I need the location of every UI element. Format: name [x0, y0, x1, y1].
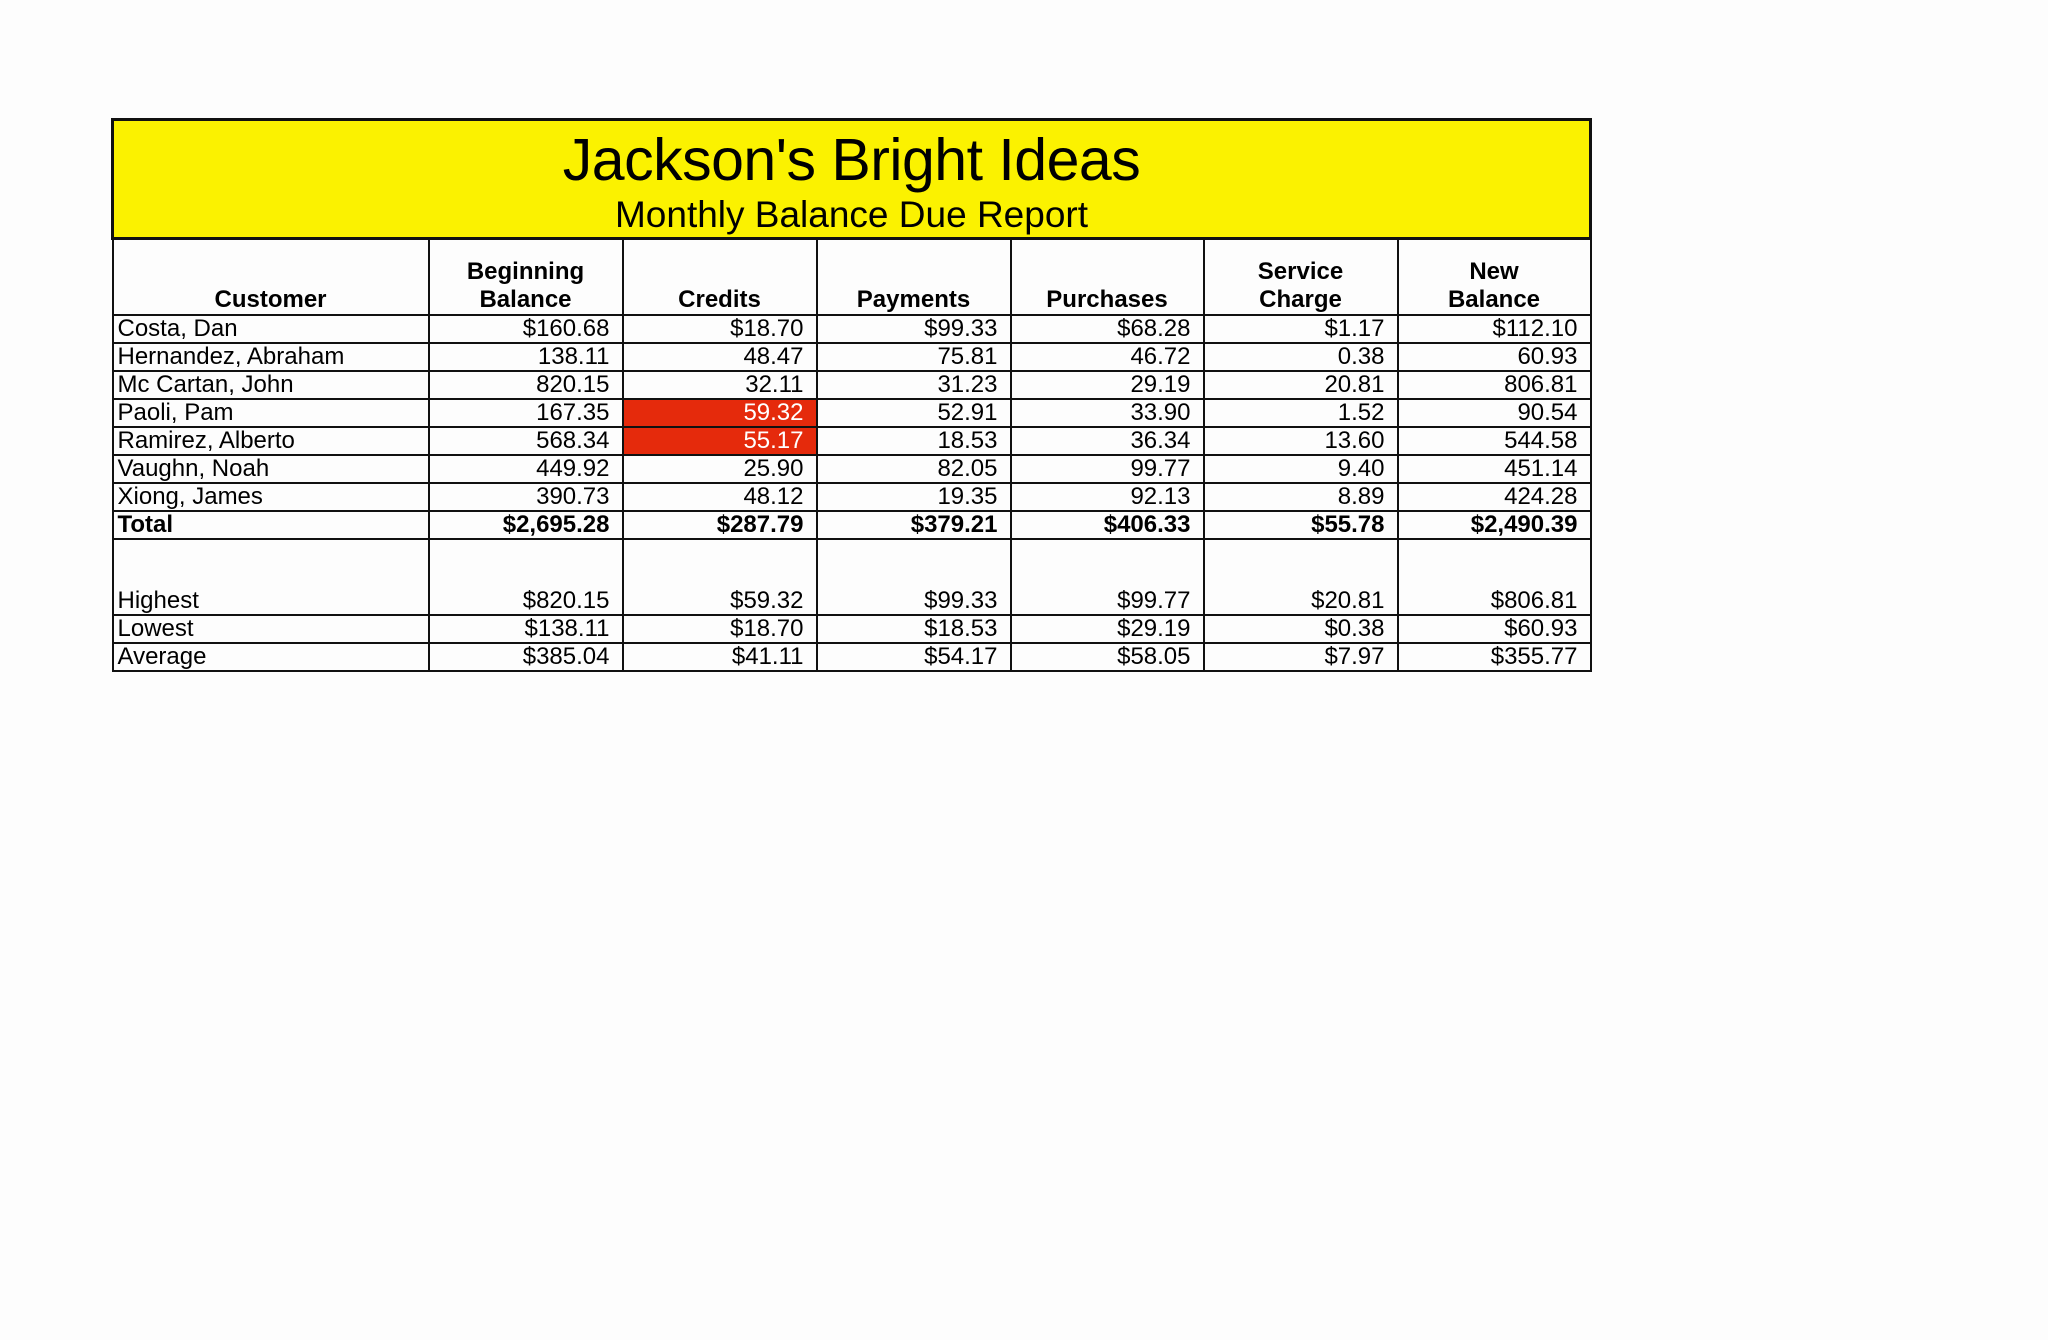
cell-purchases[interactable]: 36.34 — [1011, 427, 1204, 455]
cell-credits[interactable]: 59.32 — [623, 399, 817, 427]
cell-purchases[interactable]: 29.19 — [1011, 371, 1204, 399]
header-line: Balance — [479, 286, 572, 313]
cell-service-charge[interactable]: 8.89 — [1204, 483, 1398, 511]
header-service-charge[interactable] — [1204, 239, 1398, 316]
header-beginning-balance[interactable] — [429, 239, 623, 316]
cell-beginning-balance[interactable]: $385.04 — [429, 643, 623, 671]
cell-purchases[interactable]: 99.77 — [1011, 455, 1204, 483]
header-line: Charge — [1259, 286, 1342, 313]
cell-credits[interactable]: $18.70 — [623, 615, 817, 643]
header-line: Beginning — [466, 258, 585, 285]
cell-payments[interactable]: 82.05 — [817, 455, 1011, 483]
cell-label[interactable]: Hernandez, Abraham — [113, 343, 429, 371]
stat-row — [113, 588, 1591, 615]
header-payments[interactable]: Payments — [817, 239, 1011, 316]
cell-new-balance[interactable]: 90.54 — [1398, 399, 1591, 427]
cell-service-charge[interactable]: 0.38 — [1204, 343, 1398, 371]
cell-beginning-balance[interactable]: $160.68 — [429, 315, 623, 343]
cell-credits[interactable]: 25.90 — [623, 455, 817, 483]
cell-purchases[interactable]: $406.33 — [1011, 511, 1204, 539]
empty-cell[interactable] — [817, 539, 1011, 588]
cell-label[interactable]: Xiong, James — [113, 483, 429, 511]
cell-beginning-balance[interactable]: $820.15 — [429, 588, 623, 615]
cell-service-charge[interactable]: 9.40 — [1204, 455, 1398, 483]
cell-label[interactable]: Paoli, Pam — [113, 399, 429, 427]
cell-label[interactable]: Highest — [113, 588, 429, 615]
cell-payments[interactable]: 31.23 — [817, 371, 1011, 399]
cell-credits[interactable]: 48.47 — [623, 343, 817, 371]
cell-service-charge[interactable]: $7.97 — [1204, 643, 1398, 671]
header-line: New — [1469, 258, 1519, 285]
cell-payments[interactable]: 52.91 — [817, 399, 1011, 427]
cell-payments[interactable]: $54.17 — [817, 643, 1011, 671]
cell-credits[interactable]: $287.79 — [623, 511, 817, 539]
header-customer[interactable]: Customer — [113, 239, 429, 316]
cell-payments[interactable]: $18.53 — [817, 615, 1011, 643]
report-title: Jackson's Bright Ideas — [562, 127, 1141, 193]
cell-purchases[interactable]: $99.77 — [1011, 588, 1204, 615]
cell-service-charge[interactable]: $20.81 — [1204, 588, 1398, 615]
cell-new-balance[interactable]: 544.58 — [1398, 427, 1591, 455]
table-row — [113, 315, 1591, 343]
cell-purchases[interactable]: $58.05 — [1011, 643, 1204, 671]
total-row — [113, 511, 1591, 539]
table-row — [113, 455, 1591, 483]
empty-cell[interactable] — [1011, 539, 1204, 588]
header-line: Service — [1257, 258, 1344, 285]
cell-new-balance[interactable]: $2,490.39 — [1398, 511, 1591, 539]
header-purchases[interactable]: Purchases — [1011, 239, 1204, 316]
cell-payments[interactable]: 75.81 — [817, 343, 1011, 371]
cell-beginning-balance[interactable]: 167.35 — [429, 399, 623, 427]
cell-label[interactable]: Total — [113, 511, 429, 539]
cell-new-balance[interactable]: $355.77 — [1398, 643, 1591, 671]
cell-label[interactable]: Mc Cartan, John — [113, 371, 429, 399]
cell-purchases[interactable]: $68.28 — [1011, 315, 1204, 343]
cell-new-balance[interactable]: 806.81 — [1398, 371, 1591, 399]
cell-new-balance[interactable]: $806.81 — [1398, 588, 1591, 615]
table-row — [113, 343, 1591, 371]
cell-service-charge[interactable]: 20.81 — [1204, 371, 1398, 399]
cell-new-balance[interactable]: $112.10 — [1398, 315, 1591, 343]
header-line: Balance — [1447, 286, 1541, 313]
cell-beginning-balance[interactable]: 390.73 — [429, 483, 623, 511]
empty-cell[interactable] — [1204, 539, 1398, 588]
header-new-balance[interactable] — [1398, 239, 1591, 316]
cell-beginning-balance[interactable]: $2,695.28 — [429, 511, 623, 539]
cell-credits[interactable]: $18.70 — [623, 315, 817, 343]
cell-credits[interactable]: $41.11 — [623, 643, 817, 671]
report-subtitle: Monthly Balance Due Report — [614, 194, 1089, 235]
empty-cell[interactable] — [429, 539, 623, 588]
cell-beginning-balance[interactable]: 449.92 — [429, 455, 623, 483]
cell-new-balance[interactable]: 451.14 — [1398, 455, 1591, 483]
table-row — [113, 483, 1591, 511]
balance-report-table — [111, 118, 1592, 672]
cell-label[interactable]: Costa, Dan — [113, 315, 429, 343]
cell-label[interactable]: Average — [113, 643, 429, 671]
empty-cell[interactable] — [1398, 539, 1591, 588]
column-header-row — [113, 239, 1591, 316]
stat-row — [113, 643, 1591, 671]
title-cell[interactable] — [113, 120, 1591, 239]
cell-new-balance[interactable]: 60.93 — [1398, 343, 1591, 371]
cell-service-charge[interactable]: $1.17 — [1204, 315, 1398, 343]
table-row — [113, 427, 1591, 455]
header-credits[interactable]: Credits — [623, 239, 817, 316]
cell-beginning-balance[interactable]: 820.15 — [429, 371, 623, 399]
cell-purchases[interactable]: 33.90 — [1011, 399, 1204, 427]
cell-purchases[interactable]: $29.19 — [1011, 615, 1204, 643]
cell-payments[interactable]: $99.33 — [817, 588, 1011, 615]
cell-label[interactable]: Ramirez, Alberto — [113, 427, 429, 455]
cell-label[interactable]: Lowest — [113, 615, 429, 643]
cell-payments[interactable]: 19.35 — [817, 483, 1011, 511]
cell-service-charge[interactable]: $55.78 — [1204, 511, 1398, 539]
cell-beginning-balance[interactable]: 568.34 — [429, 427, 623, 455]
table-row — [113, 371, 1591, 399]
cell-beginning-balance[interactable]: $138.11 — [429, 615, 623, 643]
cell-label[interactable]: Vaughn, Noah — [113, 455, 429, 483]
cell-credits[interactable]: 55.17 — [623, 427, 817, 455]
cell-credits[interactable]: $59.32 — [623, 588, 817, 615]
cell-purchases[interactable]: 92.13 — [1011, 483, 1204, 511]
cell-payments[interactable]: $379.21 — [817, 511, 1011, 539]
empty-cell[interactable] — [623, 539, 817, 588]
cell-new-balance[interactable]: 424.28 — [1398, 483, 1591, 511]
empty-cell[interactable] — [113, 539, 429, 588]
cell-payments[interactable]: 18.53 — [817, 427, 1011, 455]
cell-service-charge[interactable]: $0.38 — [1204, 615, 1398, 643]
cell-credits[interactable]: 32.11 — [623, 371, 817, 399]
cell-service-charge[interactable]: 13.60 — [1204, 427, 1398, 455]
cell-service-charge[interactable]: 1.52 — [1204, 399, 1398, 427]
cell-credits[interactable]: 48.12 — [623, 483, 817, 511]
spacer-row — [113, 539, 1591, 588]
cell-new-balance[interactable]: $60.93 — [1398, 615, 1591, 643]
stat-row — [113, 615, 1591, 643]
title-row — [113, 120, 1591, 239]
cell-purchases[interactable]: 46.72 — [1011, 343, 1204, 371]
cell-beginning-balance[interactable]: 138.11 — [429, 343, 623, 371]
table-row — [113, 399, 1591, 427]
cell-payments[interactable]: $99.33 — [817, 315, 1011, 343]
